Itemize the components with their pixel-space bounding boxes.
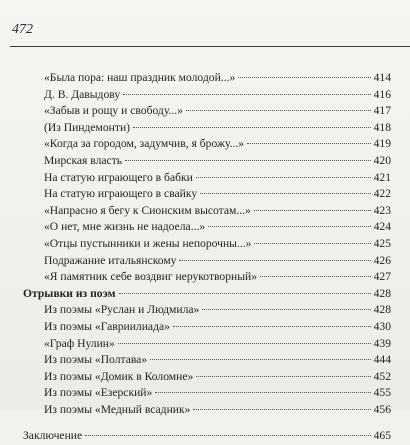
page-number: 472 [12, 22, 33, 37]
toc-entry-page: 425 [373, 236, 391, 250]
toc-section-title: Отрывки из поэм [23, 286, 116, 300]
toc-section-heading[interactable] [0, 286, 410, 303]
toc-entry-title: «Забыв и рощу и свободу...» [44, 104, 183, 118]
toc-spacer [0, 418, 410, 428]
dot-leader [118, 343, 371, 344]
dot-leader [196, 376, 370, 377]
toc-conclusion-title: Заключение [23, 429, 83, 443]
toc-entry-page: 455 [373, 386, 391, 400]
toc-entry-title: На статую играющего в бабки [44, 170, 193, 184]
dot-leader [85, 435, 370, 436]
toc-entry[interactable] [0, 203, 410, 220]
toc-entry-page: 427 [373, 270, 391, 284]
toc-entry[interactable] [0, 170, 410, 187]
toc-conclusion[interactable] [0, 428, 410, 445]
toc-entry-title: Из поэмы «Домик в Коломне» [44, 369, 194, 383]
dot-leader [125, 160, 371, 161]
dot-leader [123, 94, 370, 95]
toc-entry-title: Из поэмы «Полтава» [44, 353, 148, 367]
toc-entry-title: (Из Пиндемонти) [44, 120, 131, 134]
toc-entry[interactable] [0, 352, 410, 369]
dot-leader [238, 77, 370, 78]
header-rule [10, 46, 410, 47]
toc-entry-page: 456 [373, 402, 391, 416]
toc-entry-title: Из поэмы «Медный всадник» [44, 402, 191, 416]
table-of-contents [0, 70, 410, 445]
dot-leader [200, 193, 370, 194]
toc-entry-page: 423 [373, 203, 391, 217]
toc-entry-page: 439 [373, 336, 391, 350]
toc-entry-page: 418 [373, 120, 391, 134]
toc-entry[interactable] [0, 87, 410, 104]
dot-leader [150, 359, 370, 360]
toc-entry-page: 419 [373, 137, 391, 151]
toc-entry-page: 452 [373, 369, 391, 383]
toc-entry[interactable] [0, 186, 410, 203]
toc-entry-title: На статую играющего в свайку [44, 187, 198, 201]
dot-leader [202, 309, 370, 310]
toc-entry[interactable] [0, 336, 410, 353]
toc-entry-title: «Я памятник себе воздвиг нерукотворный» [44, 270, 258, 284]
toc-entry-page: 421 [373, 170, 391, 184]
toc-entry-page: 430 [373, 319, 391, 333]
toc-entry[interactable] [0, 103, 410, 120]
toc-entry-title: Мирская власть [44, 153, 123, 167]
toc-entry-title: «Отцы пустынники и жены непорочны...» [44, 236, 252, 250]
dot-leader [186, 110, 371, 111]
toc-entry[interactable] [0, 153, 410, 170]
toc-entry[interactable] [0, 136, 410, 153]
toc-entry[interactable] [0, 369, 410, 386]
toc-entry[interactable] [0, 70, 410, 87]
dot-leader [247, 143, 371, 144]
toc-entry-page: 416 [373, 87, 391, 101]
toc-entry-title: «Была пора: наш праздник молодой...» [44, 71, 236, 84]
toc-section-page: 428 [373, 286, 391, 300]
toc-entry-page: 444 [373, 353, 391, 367]
toc-entry-title: «Граф Нулин» [44, 336, 115, 350]
dot-leader [133, 127, 371, 128]
toc-entry[interactable] [0, 402, 410, 419]
dot-leader [193, 409, 370, 410]
toc-entry-title: «О нет, мне жизнь не надоела...» [44, 220, 206, 234]
toc-entry-title: Из поэмы «Езерский» [44, 386, 153, 400]
dot-leader [179, 260, 370, 261]
toc-conclusion-page: 465 [373, 429, 391, 443]
toc-entry[interactable] [0, 385, 410, 402]
toc-entry-page: 417 [373, 104, 391, 118]
dot-leader [254, 243, 370, 244]
dot-leader [119, 293, 371, 294]
toc-entry[interactable] [0, 120, 410, 137]
toc-entry[interactable] [0, 319, 410, 336]
toc-entry-title: Из поэмы «Руслан и Людмила» [44, 303, 200, 317]
toc-entry-page: 426 [373, 253, 391, 267]
toc-entry[interactable] [0, 302, 410, 319]
toc-entry-title: «Когда за городом, задумчив, я брожу...» [44, 137, 245, 151]
toc-entry[interactable] [0, 253, 410, 270]
dot-leader [254, 210, 371, 211]
toc-entry-page: 414 [373, 71, 391, 84]
dot-leader [155, 392, 370, 393]
dot-leader [196, 177, 371, 178]
toc-entry-page: 428 [373, 303, 391, 317]
toc-entry[interactable] [0, 219, 410, 236]
toc-entry-title: Д. В. Давыдову [44, 87, 121, 101]
toc-entry[interactable] [0, 236, 410, 253]
toc-entry-title: Из поэмы «Гавриилиада» [44, 319, 170, 333]
dot-leader [208, 226, 370, 227]
toc-entry-title: «Напрасно я бегу к Сионским высотам...» [44, 203, 251, 217]
toc-entry-page: 424 [373, 220, 391, 234]
toc-entry[interactable] [0, 269, 410, 286]
toc-entry-page: 420 [373, 153, 391, 167]
dot-leader [260, 276, 371, 277]
toc-entry-title: Подражание итальянскому [44, 253, 177, 267]
toc-entry-page: 422 [373, 187, 391, 201]
dot-leader [173, 326, 371, 327]
